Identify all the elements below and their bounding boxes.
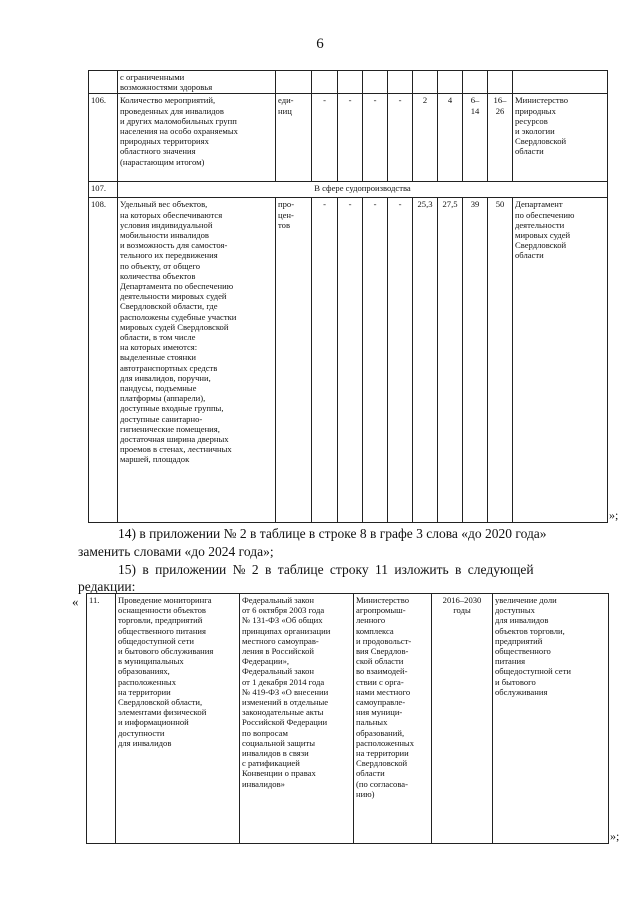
responsible-cell: Министерство природных ресурсов и экологии Свердловской области [513,94,608,182]
page-number: 6 [316,36,324,52]
value-cell: 16– 26 [488,94,513,182]
indicators-table [88,70,608,523]
executor-cell: Министерство агропромыш- ленного комплекса и продовольст- вия Свердлов- ской области во взаимодей- ствии с орга- нами местного самоуправле- ния муници- пальных образований, расположенных на территории Свердловской области (по согласова- нию) [354,594,432,844]
row-number: 108. [89,198,118,523]
value-cell: - [363,94,388,182]
value-cell [388,71,413,94]
paragraph-14-line-1: 14) в приложении № 2 в таблице в строке 8 в графе 3 слова «до 2020 года» [118,526,547,541]
table-row [89,198,608,523]
value-cell: 4 [438,94,463,182]
value-cell [363,71,388,94]
basis-cell: Федеральный закон от 6 октября 2003 года № 131-ФЗ «Об общих принципах организации местного самоуправ- ления в Российской Федерации», Федеральный закон от 1 декабря 2014 года № 419-ФЗ «О внесении изменений в отдельные законодательные акты Российской Федерации по вопросам социальной защиты инвалидов в связи с ратификацией Конвенции о правах инвалидов» [240,594,354,844]
value-cell: - [388,94,413,182]
value-cell: - [363,198,388,523]
measures-table [86,593,609,844]
value-cell: 2 [413,94,438,182]
responsible-cell [513,71,608,94]
row-number: 107. [89,182,118,198]
unit-cell: про- цен- тов [276,198,312,523]
value-cell: 50 [488,198,513,523]
row-number [89,71,118,94]
value-cell: 27,5 [438,198,463,523]
period-cell: 2016–2030 годы [432,594,493,844]
paragraph-14-line-2: заменить словами «до 2024 года»; [78,544,274,559]
result-cell: увеличение доли доступных для инвалидов объектов торговли, предприятий общественного питания общедоступной сети и бытового обслуживания [493,594,609,844]
value-cell [312,71,338,94]
row-number: 106. [89,94,118,182]
opening-quote: « [72,594,79,609]
value-cell: - [312,94,338,182]
value-cell [463,71,488,94]
paragraph-15-line-1: 15) в приложении № 2 в таблице строку 11 изложить в следующей [118,562,534,577]
value-cell [413,71,438,94]
unit-cell [276,71,312,94]
value-cell: 6– 14 [463,94,488,182]
value-cell [338,71,363,94]
closing-quote: »; [609,508,619,522]
section-header: В сфере судопроизводства [118,182,608,198]
value-cell: 25,3 [413,198,438,523]
value-cell: - [388,198,413,523]
paragraph-15-line-2: редакции: [78,579,136,594]
event-cell: Проведение мониторинга оснащенности объектов торговли, предприятий общественного питания общедоступной сети и бытового обслуживания в муниципальных образованиях, расположенных на территории Свердловской области, элементами физической и информационной доступности для инвалидов [116,594,240,844]
row-number: 11. [87,594,116,844]
value-cell: - [312,198,338,523]
unit-cell: еди- ниц [276,94,312,182]
closing-quote-2: »; [610,829,620,843]
value-cell: 39 [463,198,488,523]
table-row [89,182,608,198]
table-row [87,594,609,844]
table-row [89,71,608,94]
responsible-cell: Департамент по обеспечению деятельности мировых судей Свердловской области [513,198,608,523]
indicator-text: Количество мероприятий, проведенных для инвалидов и других маломобильных групп населения на особо охраняемых природных территориях областного значения (нарастающим итогом) [118,94,276,182]
value-cell: - [338,94,363,182]
value-cell [438,71,463,94]
indicator-text: с ограниченными возможностями здоровья [118,71,276,94]
table-row [89,94,608,182]
value-cell: - [338,198,363,523]
value-cell [488,71,513,94]
indicator-text: Удельный вес объектов, на которых обеспечиваются условия индивидуальной мобильности инвалидов и возможность для самостоя- тельного их передвижения по объекту, от общего количества объектов Департамента по обеспечению деятельности мировых судей Свердловской области, где расположены судебные участки мировых судей Свердловской области, в том числе на которых имеются: выделенные стоянки автотранспортных средств для инвалидов, поручни, пандусы, подъемные платформы (аппарели), доступные входные группы, доступные санитарно- гигиенические помещения, достаточная ширина дверных проемов в стенах, лестничных маршей, площадок [118,198,276,523]
